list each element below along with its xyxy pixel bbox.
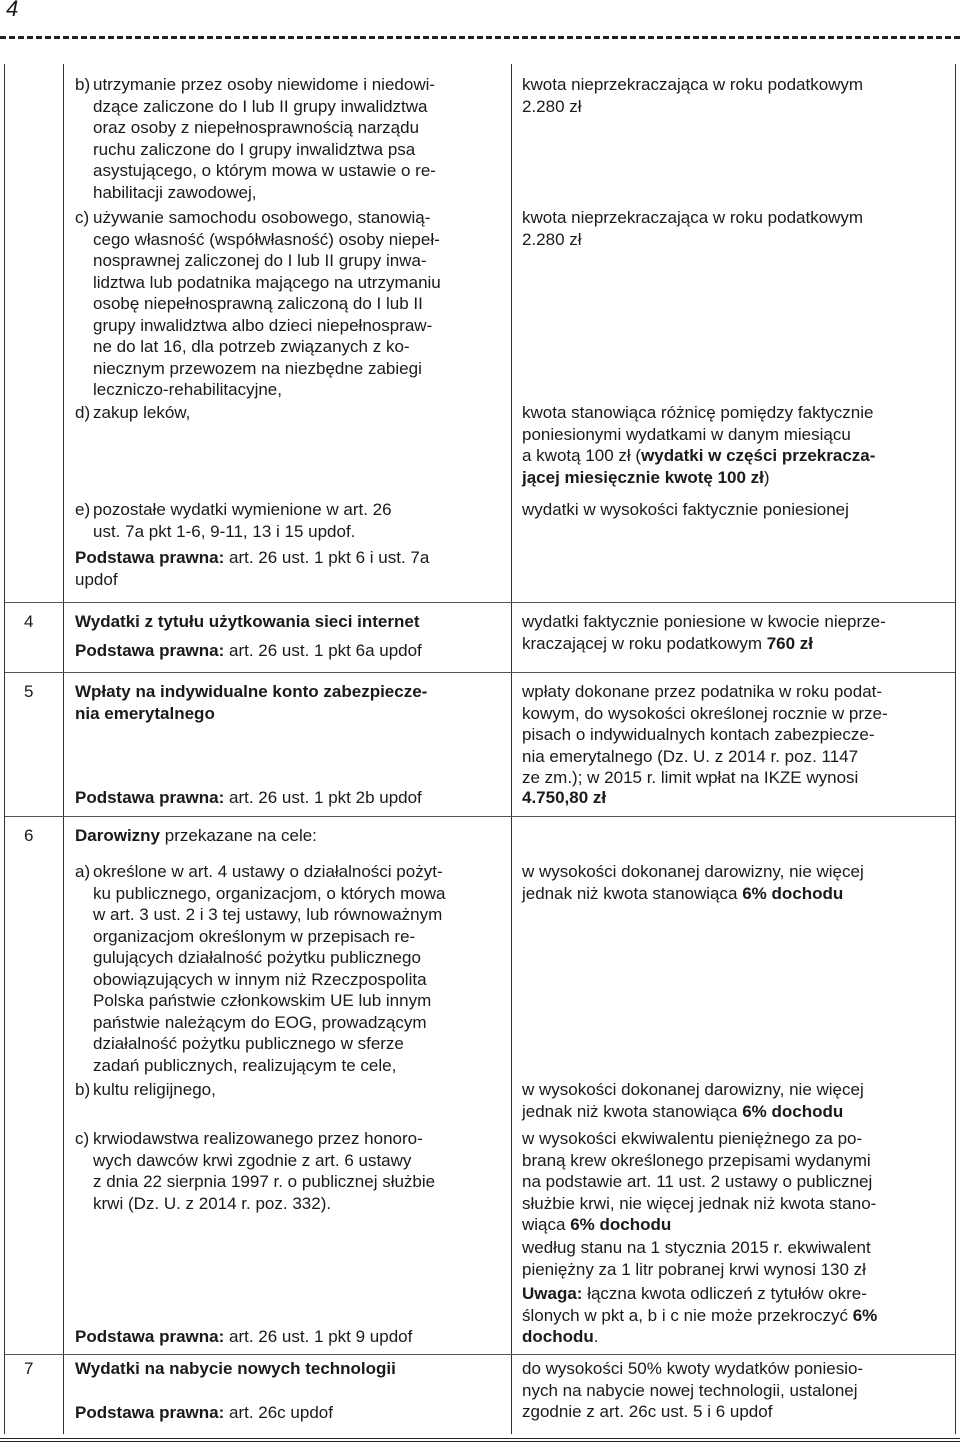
warning-label: Uwaga: [522, 1284, 583, 1303]
warning-bold: 6% [852, 1305, 878, 1325]
legal-basis [75, 640, 505, 662]
row-title-text: przekazane na cele: [160, 826, 317, 845]
row-number: 4 [24, 612, 34, 631]
item-label: c) [75, 1129, 90, 1148]
legal-basis [75, 547, 505, 590]
legal-basis-label: Podstawa prawna: [75, 1403, 225, 1422]
warning-note [522, 1283, 942, 1348]
item-text: określone w art. 4 ustawy o działalności pożyt- ku publicznego, organizacjom, o których mowa w art. 3 ust. 2 i 3 tej ustawy, lub równoważnym organizacjom określonym w przepisach re- gulujących działalność pożytku publicznego obowiązujących w innym niż Rzeczpospolita Polska państwie członkowskim UE lub innym państwie należącym do EOG, prowadzącym działalność pożytku publicznego w sferze zadań publicznych, realizującym te cele, [93, 862, 446, 1075]
limit-text-end: ) [763, 467, 770, 487]
legal-basis [75, 1326, 505, 1348]
limit-bold: 6% dochodu [570, 1215, 672, 1234]
row-divider [5, 602, 955, 603]
limit-amount: 2.280 zł [522, 230, 582, 249]
limit-bold: 6% dochodu [742, 1101, 844, 1121]
limit-text: kwota nieprzekraczająca w roku podatkowym [522, 208, 864, 227]
row-number: 7 [24, 1359, 34, 1378]
item-text: pozostałe wydatki wymienione w art. 26 ust. 7a pkt 1-6, 9-11, 13 i 15 updof. [93, 500, 392, 541]
item-label: b) [75, 75, 91, 94]
row-title-bold: Darowizny [75, 826, 161, 845]
limit-text-part: w wysokości ekwiwalentu pieniężnego za po- braną krew określonego przepisami wydanymi na podstawie art. 11 ust. 2 ustawy o publicznej służbie krwi, nie więcej jednak niż kwota stano- wiąca [522, 1129, 877, 1234]
item-label: e) [75, 500, 91, 519]
limit-text [522, 402, 942, 488]
limit-text [522, 1128, 942, 1236]
item-text: krwiodawstwa realizowanego przez honoro- wych dawców krwi zgodnie z art. 6 ustawy z dnia 22 sierpnia 1997 r. o publicznej służbie krwi (Dz. U. z 2014 r. poz. 332). [93, 1129, 436, 1213]
row-title [75, 825, 505, 847]
item-label: d) [75, 403, 91, 422]
bottom-double-rule [0, 1438, 960, 1442]
limit-text-part: kwota stanowiąca różnicę pomiędzy faktycznie poniesionymi wydatkami w danym miesiącu a kwotą 100 zł ( [522, 403, 874, 465]
limit-bold: jącej miesięcznie kwotę 100 zł [522, 467, 764, 487]
row-divider [5, 1354, 955, 1355]
top-dashed-rule [0, 36, 960, 39]
legal-basis [75, 1402, 505, 1424]
item-text: kultu religijnego, [93, 1080, 216, 1099]
limit-text: wydatki w wysokości faktycznie poniesionej [522, 500, 849, 519]
item-label: c) [75, 208, 90, 227]
row-title: Wydatki z tytułu użytkowania sieci internet [75, 612, 420, 631]
legal-basis-text: art. 26 ust. 1 pkt 6 i ust. 7a updof [75, 548, 430, 589]
limit-text-part: w wysokości dokonanej darowizny, nie więcej jednak niż kwota stanowiąca [522, 1080, 864, 1121]
legal-basis-text: art. 26 ust. 1 pkt 9 updof [224, 1327, 413, 1346]
item-text: zakup leków, [93, 403, 191, 422]
limit-bold: wydatki w części przekracza- [641, 446, 876, 465]
row-divider [5, 816, 955, 817]
limit-text-part: wydatki faktycznie poniesione w kwocie nieprze- kraczającej w roku podatkowym [522, 612, 886, 653]
limit-note: według stanu na 1 stycznia 2015 r. ekwiwalent pieniężny za 1 litr pobranej krwi wynosi 130 zł [522, 1238, 871, 1279]
limit-text: do wysokości 50% kwoty wydatków poniesio- nych na nabycie nowej technologii, ustalonej zgodnie z art. 26c ust. 5 i 6 updof [522, 1359, 864, 1421]
limit-text [522, 1079, 942, 1122]
limit-text-part: w wysokości dokonanej darowizny, nie więcej jednak niż kwota stanowiąca [522, 862, 864, 903]
column-divider-1 [63, 64, 64, 1434]
legal-basis-label: Podstawa prawna: [75, 641, 225, 660]
legal-basis-text: art. 26 ust. 1 pkt 6a updof [224, 641, 422, 660]
item-text: utrzymanie przez osoby niewidome i niedowi- dzące zaliczone do I lub II grupy inwalidztwa oraz osoby z niepełnosprawnością narządu ruchu zaliczone do I grupy inwalidztwa psa asystującego, o którym mowa w ustawie o re- habilitacji zawodowej, [93, 75, 436, 202]
limit-bold: 760 zł [766, 633, 814, 653]
legal-basis-label: Podstawa prawna: [75, 788, 225, 807]
row-number: 6 [24, 826, 34, 845]
warning-text: łączna kwota odliczeń z tytułów okre- ślonych w pkt a, b i c nie może przekroczyć [522, 1284, 867, 1325]
limit-amount: 4.750,80 zł [522, 788, 607, 807]
row-number: 5 [24, 682, 34, 701]
legal-basis [75, 787, 505, 809]
page-number: 4 [6, 0, 19, 21]
column-divider-2 [511, 64, 512, 1434]
warning-end: . [593, 1327, 599, 1346]
limit-bold: 6% dochodu [742, 883, 844, 903]
row-title: Wydatki na nabycie nowych technologii [75, 1359, 396, 1378]
limit-text: kwota nieprzekraczająca w roku podatkowym [522, 75, 864, 94]
row-divider [5, 672, 955, 673]
limit-text [522, 861, 942, 904]
legal-basis-text: art. 26 ust. 1 pkt 2b updof [224, 788, 422, 807]
warning-bold: dochodu [522, 1327, 594, 1346]
limit-text: wpłaty dokonane przez podatnika w roku podat- kowym, do wysokości określonej rocznie w prze- pisach o indywidualnych kontach zabezpiecze- nia emerytalnego (Dz. U. z 2014 r. poz. 1147 ze zm.); w 2015 r. limit wpłat na IKZE wynosi [522, 682, 888, 787]
legal-basis-text: art. 26c updof [224, 1403, 333, 1422]
item-label: a) [75, 862, 91, 881]
row-title: Wpłaty na indywidualne konto zabezpiecze- nia emerytalnego [75, 682, 428, 723]
legal-basis-label: Podstawa prawna: [75, 1327, 225, 1346]
legal-basis-label: Podstawa prawna: [75, 548, 225, 567]
item-label: b) [75, 1080, 91, 1099]
limit-amount: 2.280 zł [522, 97, 582, 116]
item-text: używanie samochodu osobowego, stanowią- cego własność (współwłasność) osoby niepeł- nosprawnej zaliczonej do I lub II grupy inwa- lidztwa lub podatnika mającego na utrzymaniu osobę niepełnosprawną zaliczoną do I lub II grupy inwalidztwa albo dzieci niepełnospraw- ne do lat 16, dla potrzeb związanych z ko- niecznym przewozem na niezbędne zabiegi leczniczo-rehabilitacyjne, [93, 208, 441, 399]
limit-text [522, 611, 942, 654]
